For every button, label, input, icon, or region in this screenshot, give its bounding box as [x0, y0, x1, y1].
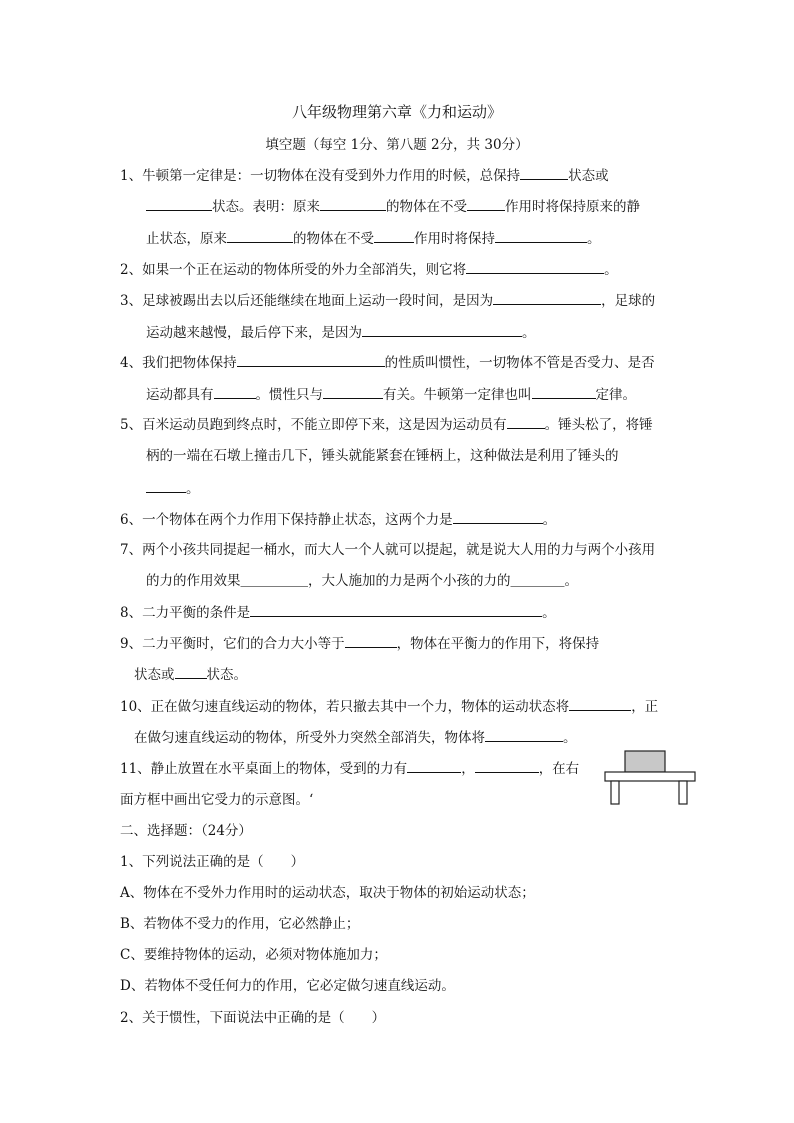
mc-question-1-option-c[interactable]: C、要维持物体的运动，必须对物体施加力；	[120, 947, 387, 963]
block-on-table	[625, 751, 665, 772]
question-5-line-1: 5、百米运动员跑到终点时，不能立即停下来，这是因为运动员有 。锤头松了，将锤	[120, 414, 653, 435]
question-10-line-1: 10、正在做匀速直线运动的物体，若只撤去其中一个力，物体的运动状态将 ，正	[120, 696, 658, 717]
question-6: 6、一个物体在两个力作用下保持静止状态，这两个力是 。	[120, 509, 556, 530]
question-2: 2、如果一个正在运动的物体所受的外力全部消失，则它将 。	[120, 259, 618, 280]
answer-blank[interactable]	[214, 384, 256, 399]
answer-blank[interactable]	[345, 633, 397, 648]
question-11-line-1: 11、静止放置在水平桌面上的物体，受到的力有 ， ，在右	[120, 758, 579, 779]
answer-blank[interactable]	[320, 196, 386, 211]
question-10-line-2: 在做匀速直线运动的物体，所受外力突然全部消失，物体将 。	[134, 727, 577, 748]
answer-blank[interactable]	[323, 384, 383, 399]
table-top	[605, 772, 695, 781]
question-9-line-2: 状态或 状态。	[134, 664, 247, 685]
answer-blank[interactable]	[227, 228, 293, 243]
question-7-line-2: 的力的作用效果＿＿＿＿＿，大人施加的力是两个小孩的力的＿＿＿＿。	[146, 573, 578, 589]
answer-blank[interactable]	[453, 509, 543, 524]
answer-blank[interactable]	[493, 290, 601, 305]
section-heading-multiple-choice: 二、选择题：（24分）	[120, 823, 252, 839]
question-8: 8、二力平衡的条件是 。	[120, 602, 556, 623]
answer-blank[interactable]	[146, 196, 212, 211]
question-3-line-2: 运动越来越慢，最后停下来，是因为 。	[146, 322, 536, 343]
answer-blank[interactable]	[495, 228, 587, 243]
question-3-line-1: 3、足球被踢出去以后还能继续在地面上运动一段时间，是因为 ，足球的	[120, 290, 655, 311]
question-4-line-1: 4、我们把物体保持 的性质叫惯性，一切物体不管是否受力、是否	[120, 352, 655, 373]
question-1-line-1: 1、牛顿第一定律是：一切物体在没有受到外力作用的时候，总保持 状态或	[120, 165, 609, 186]
question-1-line-2: 状态。表明：原来 的物体在不受 作用时将保持原来的静	[146, 196, 640, 217]
section-heading-fill-in: 填空题（每空 1分、第八题 2分，共 30分）	[265, 137, 529, 153]
answer-blank[interactable]	[569, 696, 631, 711]
answer-blank[interactable]	[532, 384, 596, 399]
question-11-line-2: 面方框中画出它受力的示意图。‘	[120, 792, 314, 808]
answer-blank[interactable]	[466, 259, 604, 274]
answer-blank[interactable]	[407, 758, 461, 773]
answer-blank[interactable]	[175, 664, 207, 679]
question-5-line-2: 柄的一端在石墩上撞击几下，锤头就能紧套在锤柄上，这种做法是利用了锤头的	[146, 448, 619, 464]
answer-blank[interactable]	[485, 727, 563, 742]
table-with-block-figure	[604, 750, 696, 806]
question-1-line-3: 止状态，原来 的物体在不受 作用时将保持 。	[146, 228, 601, 249]
mc-question-1-option-b[interactable]: B、若物体不受力的作用，它必然静止；	[120, 916, 360, 932]
mc-question-1-option-d[interactable]: D、若物体不受任何力的作用，它必定做匀速直线运动。	[120, 978, 455, 994]
mc-question-2-stem: 2、关于惯性，下面说法中正确的是（ ）	[120, 1010, 386, 1026]
table-leg-right	[679, 781, 687, 804]
answer-blank[interactable]	[250, 602, 542, 617]
question-9-line-1: 9、二力平衡时，它们的合力大小等于 ，物体在平衡力的作用下，将保持	[120, 633, 599, 654]
answer-blank[interactable]	[467, 196, 505, 211]
mc-question-1-stem: 1、下列说法正确的是（ ）	[120, 854, 305, 870]
answer-blank[interactable]	[146, 478, 186, 493]
question-7-line-1: 7、两个小孩共同提起一桶水，而大人一个人就可以提起，就是说大人用的力与两个小孩用	[120, 542, 656, 558]
table-leg-left	[611, 781, 619, 804]
question-5-line-3: 。	[146, 478, 200, 499]
page-title: 八年级物理第六章《力和运动》	[291, 103, 502, 121]
question-4-line-2: 运动都具有 。惯性只与 有关。牛顿第一定律也叫 定律。	[146, 384, 636, 405]
answer-blank[interactable]	[507, 414, 545, 429]
answer-blank[interactable]	[475, 758, 539, 773]
answer-blank[interactable]	[237, 352, 385, 367]
answer-blank[interactable]	[520, 165, 568, 180]
answer-blank[interactable]	[362, 322, 522, 337]
answer-blank[interactable]	[374, 228, 414, 243]
mc-question-1-option-a[interactable]: A、物体在不受外力作用时的运动状态，取决于物体的初始运动状态；	[120, 885, 535, 901]
